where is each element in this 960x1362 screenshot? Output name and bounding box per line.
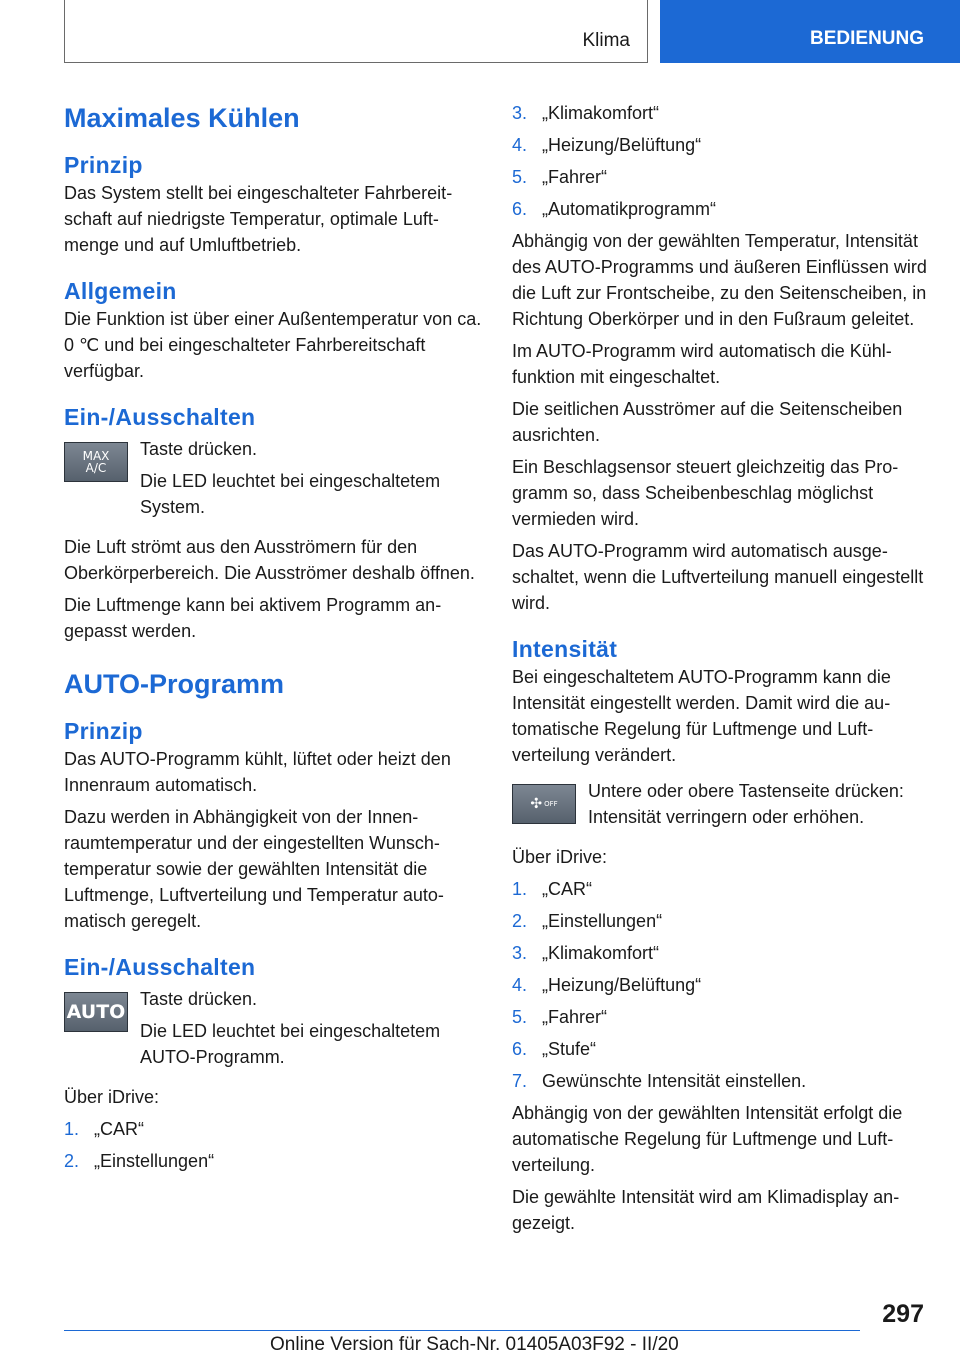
list-item: 1. „CAR“ [512, 879, 592, 899]
text-taste-druecken-auto: Taste drücken. [140, 989, 258, 1009]
text-intensitaet: Bei eingeschaltetem AUTO-Programm kann die Intensität eingestellt werden. Damit wird die automatische Regelung für Luftmenge und Luftverteilung verändert. [512, 667, 891, 765]
text-seitliche-ausstroemer: Die seitlichen Ausströmer auf die Seitenscheiben ausrichten. [512, 399, 903, 445]
heading-ein-ausschalten: Ein-/Ausschalten [64, 404, 256, 430]
auto-button-icon: AUTO [64, 992, 128, 1032]
text-led-auto: Die LED leuchtet bei eingeschaltetem AUTO-Programm. [140, 1021, 441, 1067]
text-ueber-idrive-right: Über iDrive: [512, 847, 608, 867]
text-prinzip: Das System stellt bei eingeschalteter Fahrbereitschaft auf niedrigste Temperatur, optimale Luftmenge und auf Umluftbetrieb. [64, 183, 453, 255]
list-item: 5. „Fahrer“ [512, 167, 608, 187]
auto-instruction [64, 986, 484, 1070]
heading-auto-programm: AUTO-Programm [64, 669, 285, 699]
text-luftmenge: Die Luftmenge kann bei aktivem Programm angepasst werden. [64, 595, 442, 641]
heading-prinzip-auto: Prinzip [64, 718, 143, 744]
text-abhaengig-intensitaet: Abhängig von der gewählten Intensität erfolgt die automatische Regelung für Luftmenge und Luftverteilung. [512, 1103, 903, 1175]
heading-prinzip: Prinzip [64, 152, 143, 178]
fan-intensity-button-icon: ✣ OFF [512, 784, 576, 824]
heading-allgemein: Allgemein [64, 278, 177, 304]
list-item: 2. „Einstellungen“ [512, 911, 663, 931]
fan-icon: ✣ [530, 796, 543, 812]
text-ausgeschaltet: Das AUTO-Programm wird automatisch ausgeschaltet, wenn die Luftverteilung manuell eingestellt wird. [512, 541, 924, 613]
list-item: 4. „Heizung/Belüftung“ [512, 975, 702, 995]
heading-maximales-kuehlen: Maximales Kühlen [64, 103, 300, 133]
list-item: 6. „Stufe“ [512, 1039, 597, 1059]
text-untere-obere: Untere oder obere Tastenseite drücken: Intensität verringern oder erhöhen. [588, 781, 904, 827]
left-column [64, 100, 484, 1174]
text-abhaengig-temperatur: Abhängig von der gewählten Temperatur, Intensität des AUTO-Programms und äußeren Einflüssen wird die Luft zur Frontscheibe, zu den Seitenscheiben, in Richtung Oberkörper und in den Fußraum geleitet. [512, 231, 927, 329]
text-prinzip-auto: Das AUTO-Programm kühlt, lüftet oder heizt den Innenraum automatisch. [64, 749, 451, 795]
heading-intensitaet: Intensität [512, 636, 618, 662]
list-item: 2. „Einstellungen“ [64, 1151, 215, 1171]
list-item: 1. „CAR“ [64, 1119, 144, 1139]
header-section-title: Klima [582, 30, 630, 51]
text-taste-druecken: Taste drücken. [140, 439, 258, 459]
idrive-steps-right [512, 876, 932, 1094]
max-ac-button-icon: MAX A/C [64, 442, 128, 482]
page-number: 297 [882, 1300, 924, 1328]
right-column [512, 100, 932, 1236]
text-led-leuchtet-start: Die LED leuchtet bei eingeschaltetem System. [140, 471, 441, 517]
heading-ein-ausschalten-auto: Ein-/Ausschalten [64, 954, 256, 980]
text-luft-stroemt: Die Luft strömt aus den Ausströmern für den Oberkörperbereich. Die Ausströmer deshalb öffnen. [64, 537, 475, 583]
footer-text: Online Version für Sach-Nr. 01405A03F92 - II/20 [270, 1334, 679, 1355]
text-kuehlfunktion: Im AUTO-Programm wird automatisch die Kühlfunktion mit eingeschaltet. [512, 341, 892, 387]
footer-divider [64, 1330, 860, 1331]
header-chapter-tab[interactable]: BEDIENUNG [660, 0, 960, 63]
list-item: 3. „Klimakomfort“ [512, 943, 660, 963]
list-item: 7. Gewünschte Intensität einstellen. [512, 1071, 807, 1091]
fan-instruction [512, 778, 932, 830]
text-ueber-idrive: Über iDrive: [64, 1087, 160, 1107]
idrive-steps-continued [512, 100, 932, 222]
text-klimadisplay: Die gewählte Intensität wird am Klimadisplay angezeigt. [512, 1187, 900, 1233]
maxac-instruction [64, 436, 484, 520]
idrive-steps-left [64, 1116, 484, 1174]
list-item: 5. „Fahrer“ [512, 1007, 608, 1027]
list-item: 4. „Heizung/Belüftung“ [512, 135, 702, 155]
text-allgemein: Die Funktion ist über einer Außentemperatur von ca. 0 ℃ und bei eingeschalteter Fahrbereitschaft verfügbar. [64, 309, 482, 381]
list-item: 6. „Automatikprogramm“ [512, 199, 717, 219]
text-dazu-werden: Dazu werden in Abhängigkeit von der Innenraumtemperatur und der eingestellten Wunschtemperatur sowie der gewählten Intensität die Luftmenge, Luftverteilung und Temperatur automatisch geregelt. [64, 807, 444, 931]
header-box [64, 0, 648, 63]
text-beschlagsensor: Ein Beschlagsensor steuert gleichzeitig das Programm so, dass Scheibenbeschlag möglichst vermieden wird. [512, 457, 899, 529]
list-item: 3. „Klimakomfort“ [512, 103, 660, 123]
